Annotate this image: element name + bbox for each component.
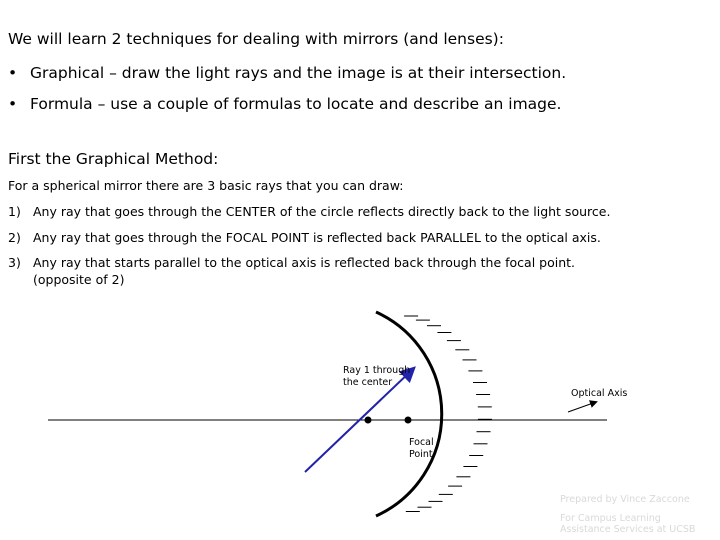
rule-number: 2) (8, 230, 21, 245)
rule-text: Any ray that starts parallel to the optical axis is reflected back through the focal point. (33, 255, 575, 270)
focal-label-line: Point (409, 449, 433, 460)
center-point (365, 417, 372, 424)
rule-number: 1) (8, 204, 21, 219)
bullet-text: Formula – use a couple of formulas to locate and describe an image. (30, 95, 562, 113)
rule-text: Any ray that goes through the CENTER of the circle reflects directly back to the light source. (33, 204, 611, 219)
bullet-dot: • (8, 95, 18, 113)
ray-1-label (343, 365, 410, 389)
intro-text: We will learn 2 techniques for dealing with mirrors (and lenses): (8, 30, 504, 48)
rule-3-continuation: (opposite of 2) (33, 272, 125, 287)
axis-pointer-arrow (568, 402, 596, 412)
concave-mirror (376, 312, 442, 516)
optical-axis-label: Optical Axis (571, 388, 628, 399)
rule-number: 3) (8, 255, 21, 270)
focal-point (405, 417, 412, 424)
rule-text: Any ray that goes through the FOCAL POINT is reflected back PARALLEL to the optical axis. (33, 230, 601, 245)
focal-label-line: Focal (409, 437, 434, 448)
bullet-text: Graphical – draw the light rays and the image is at their intersection. (30, 64, 567, 82)
credit-author: Prepared by Vince Zaccone (560, 494, 690, 505)
section-heading: First the Graphical Method: (8, 150, 219, 168)
ray-label-line: the center (343, 377, 393, 388)
ray-label-line: Ray 1 through (343, 365, 411, 376)
section-subheading: For a spherical mirror there are 3 basic rays that you can draw: (8, 178, 404, 193)
credit-line-2: For Campus Learning (560, 513, 661, 524)
focal-point-label (409, 437, 434, 461)
bullet-dot: • (8, 64, 18, 82)
credit-line-3: Assistance Services at UCSB (560, 524, 696, 535)
